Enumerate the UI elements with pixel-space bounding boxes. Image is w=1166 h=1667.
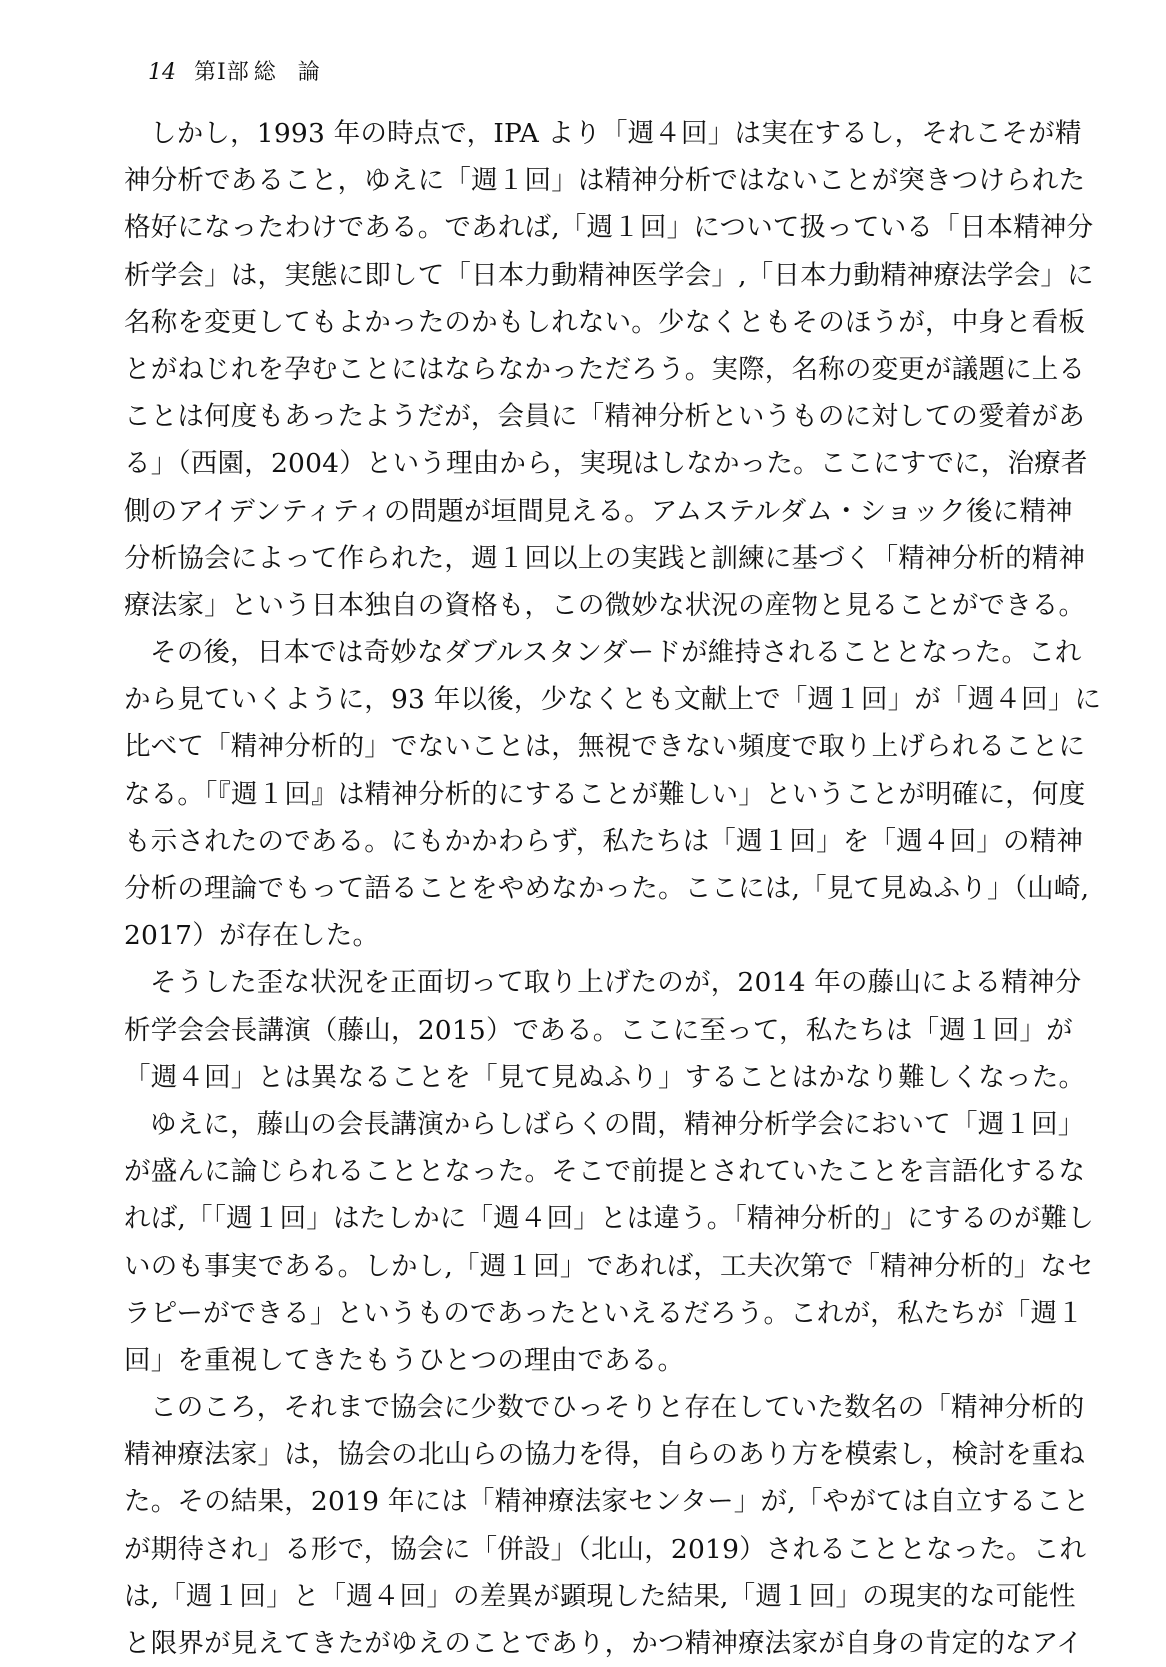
text-line: も示されたのである。にもかかわらず，私たちは「週１回」を「週４回」の精神 <box>124 825 1084 857</box>
text-line: いのも事実である。しかし,「週１回」であれば，工夫次第で「精神分析的」なセ <box>124 1250 1094 1282</box>
text-line: が期待され」る形で，協会に「併設」（北山，2019）されることとなった。これ <box>124 1533 1087 1565</box>
text-line: る」（西園，2004）という理由から，実現はしなかった。ここにすでに，治療者 <box>124 448 1088 480</box>
text-line: このころ，それまで協会に少数でひっそりと存在していた数名の「精神分析的 <box>150 1392 1085 1424</box>
body-text <box>124 110 1102 1667</box>
text-line: た。その結果，2019 年には「精神療法家センター」が,「やがては自立すること <box>124 1486 1090 1518</box>
text-line: は,「週１回」と「週４回」の差異が顕現した結果,「週１回」の現実的な可能性 <box>124 1580 1076 1612</box>
page-number: 14 <box>148 60 176 85</box>
text-line: そうした歪な状況を正面切って取り上げたのが，2014 年の藤山による精神分 <box>150 967 1082 999</box>
text-line: 分析協会によって作られた，週１回以上の実践と訓練に基づく「精神分析的精神 <box>124 542 1086 574</box>
text-line: しかし，1993 年の時点で，IPA より「週４回」は実在するし，それこそが精 <box>150 118 1082 149</box>
text-line: 神分析であること，ゆえに「週１回」は精神分析ではないことが突きつけられた <box>124 165 1086 197</box>
text-line: 「週４回」とは異なることを「見て見ぬふり」することはかなり難しくなった。 <box>124 1061 1086 1093</box>
text-line: ラピーができる」というものであったといえるだろう。これが，私たちが「週１ <box>124 1297 1084 1329</box>
text-line: と限界が見えてきたがゆえのことであり，かつ精神療法家が自身の肯定的なアイ <box>124 1628 1083 1659</box>
text-line: 析学会」は，実態に即して「日本力動精神医学会」,「日本力動精神療法学会」に <box>124 259 1094 291</box>
text-line: が盛んに論じられることとなった。そこで前提とされていたことを言語化するな <box>124 1156 1086 1188</box>
text-line: ゆえに，藤山の会長講演からしばらくの間，精神分析学会において「週１回」 <box>150 1108 1085 1140</box>
text-line: 療法家」という日本独自の資格も，この微妙な状況の産物と見ることができる。 <box>124 589 1086 621</box>
text-line: から見ていくように，93 年以後，少なくとも文献上で「週１回」が「週４回」に <box>124 684 1102 716</box>
part-title-char-1: 総 <box>253 60 276 85</box>
text-line: 析学会会長講演（藤山，2015）である。ここに至って，私たちは「週１回」が <box>124 1014 1073 1046</box>
text-line: 2017）が存在した。 <box>124 920 380 952</box>
part-label: 第Ⅰ部 <box>194 60 250 85</box>
running-head <box>148 58 320 88</box>
text-line: ことは何度もあったようだが，会員に「精神分析というものに対しての愛着があ <box>124 401 1085 433</box>
text-line: 精神療法家」は，協会の北山らの協力を得，自らのあり方を模索し，検討を重ね <box>124 1439 1086 1471</box>
text-line: 名称を変更してもよかったのかもしれない。少なくともそのほうが，中身と看板 <box>124 306 1086 338</box>
text-line: なる。「『週１回』は精神分析的にすることが難しい」ということが明確に，何度 <box>124 778 1086 810</box>
text-line: 分析の理論でもって語ることをやめなかった。ここには,「見て見ぬふり」（山崎, <box>124 873 1090 904</box>
text-line: 比べて「精神分析的」でないことは，無視できない頻度で取り上げられることに <box>124 731 1086 763</box>
text-line: とがねじれを孕むことにはならなかっただろう。実際，名称の変更が議題に上る <box>124 353 1086 385</box>
text-line: 回」を重視してきたもうひとつの理由である。 <box>124 1344 685 1376</box>
text-line: 側のアイデンティティの問題が垣間見える。アムステルダム・ショック後に精神 <box>124 495 1073 527</box>
text-line: 格好になったわけである。であれば,「週１回」について扱っている「日本精神分 <box>124 212 1094 244</box>
text-line: れば,「「週１回」はたしかに「週４回」とは違う。「精神分析的」にするのが難し <box>124 1203 1095 1235</box>
part-title-char-2: 論 <box>297 60 320 85</box>
text-line: その後，日本では奇妙なダブルスタンダードが維持されることとなった。これ <box>150 637 1082 669</box>
